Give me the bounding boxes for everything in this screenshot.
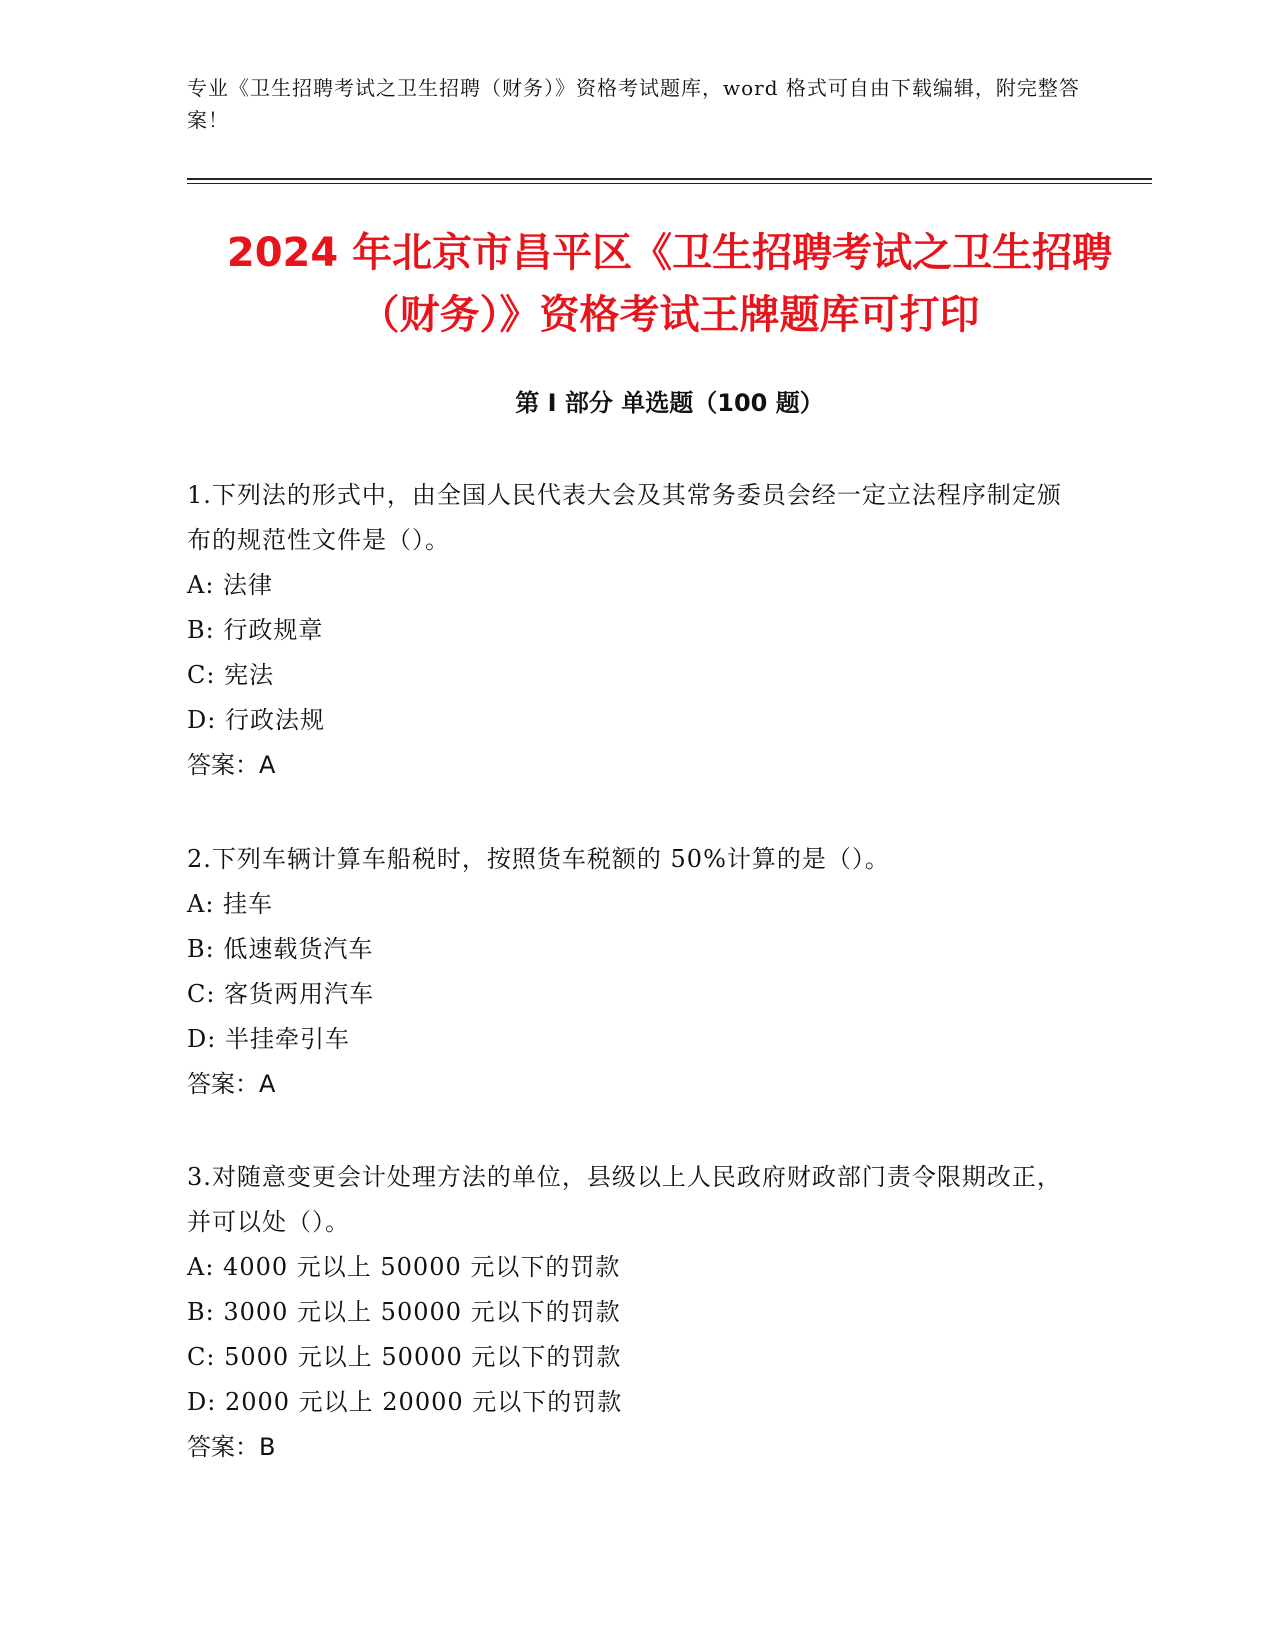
answer: 答案：A [187, 1070, 276, 1098]
option-b: B: 3000 元以上 50000 元以下的罚款 [187, 1298, 621, 1326]
section-title: 第 I 部分 单选题（100 题） [515, 389, 824, 417]
answer: 答案：B [187, 1433, 276, 1461]
header-note: 专业《卫生招聘考试之卫生招聘（财务）》资格考试题库，word 格式可自由下载编辑，附完整答案！ [187, 76, 1080, 132]
option-d: D: 半挂牵引车 [187, 1025, 350, 1053]
option-a: A: 法律 [187, 571, 274, 599]
option-d: D: 行政法规 [187, 706, 325, 734]
option-a: A: 4000 元以上 50000 元以下的罚款 [187, 1253, 621, 1281]
question-stem: 3.对随意变更会计处理方法的单位，县级以上人民政府财政部门责令限期改正，并可以处（）。 [187, 1163, 1062, 1236]
question-1 [187, 473, 1067, 788]
answer: 答案：A [187, 751, 276, 779]
option-c: C: 宪法 [187, 661, 275, 689]
option-c: C: 客货两用汽车 [187, 980, 375, 1008]
question-stem: 2.下列车辆计算车船税时，按照货车税额的 50%计算的是（）。 [187, 845, 890, 873]
option-a: A: 挂车 [187, 890, 274, 918]
option-b: B: 行政规章 [187, 616, 324, 644]
question-3 [187, 1155, 1067, 1470]
question-2 [187, 837, 1067, 1107]
option-b: B: 低速载货汽车 [187, 935, 374, 963]
document-title: 2024 年北京市昌平区《卫生招聘考试之卫生招聘（财务）》资格考试王牌题库可打印 [226, 230, 1113, 338]
question-stem: 1.下列法的形式中，由全国人民代表大会及其常务委员会经一定立法程序制定颁布的规范性文件是（）。 [187, 481, 1062, 554]
option-d: D: 2000 元以上 20000 元以下的罚款 [187, 1388, 623, 1416]
header-divider [187, 178, 1152, 184]
option-c: C: 5000 元以上 50000 元以下的罚款 [187, 1343, 622, 1371]
